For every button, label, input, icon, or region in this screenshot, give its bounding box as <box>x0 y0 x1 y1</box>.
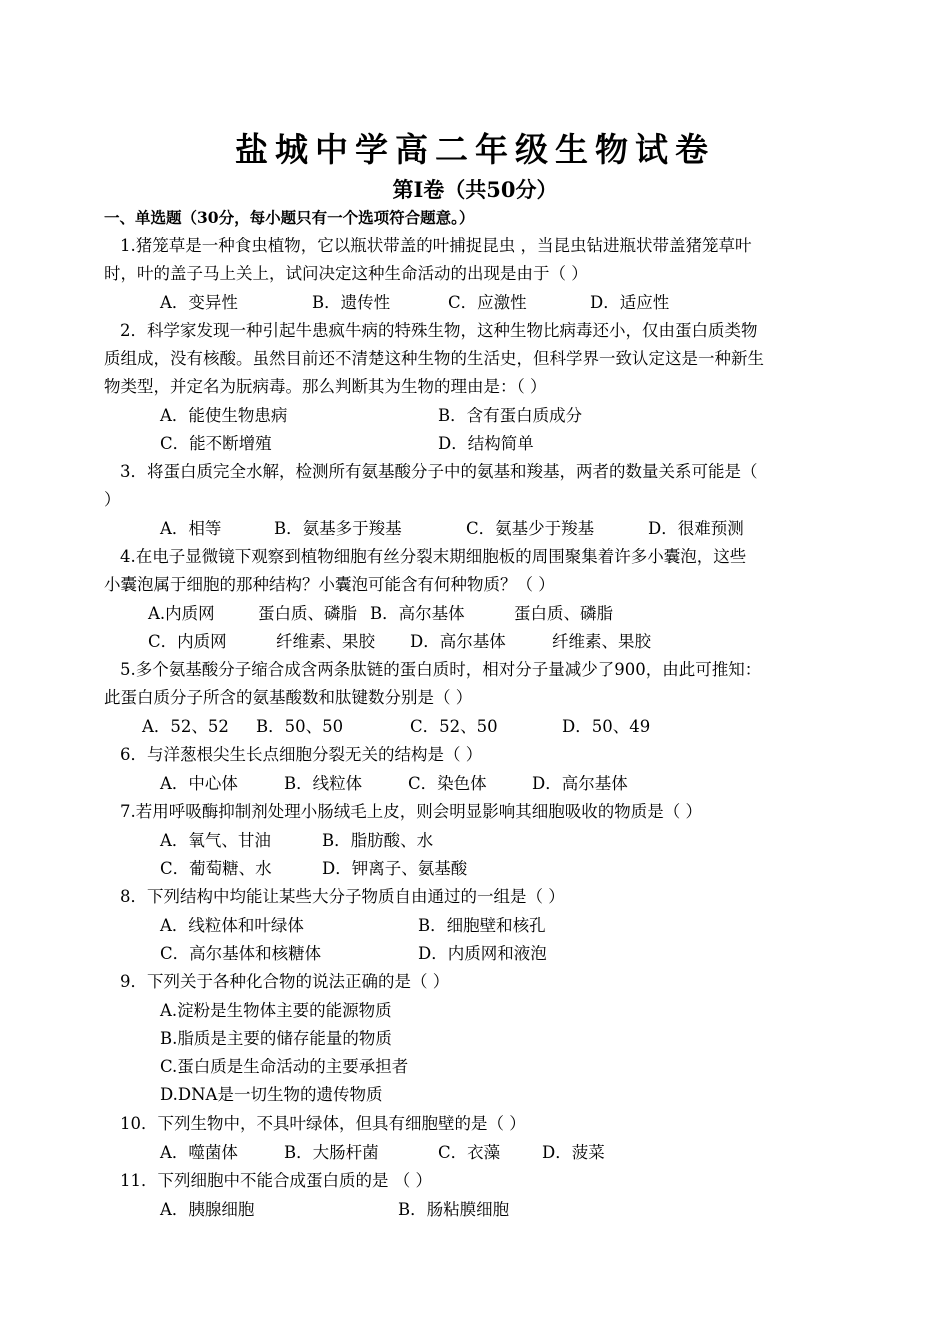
question-4-option-c: C．内质网 <box>148 632 227 651</box>
question-8-option-a: A．线粒体和叶绿体 <box>160 916 304 935</box>
question-11-option-b: B．肠粘膜细胞 <box>398 1200 510 1219</box>
question-9-option-d: D.DNA是一切生物的遗传物质 <box>160 1085 383 1104</box>
question-4-option-a: A.内质网 <box>148 604 215 623</box>
exam-title: 盐城中学高二年级生物试卷 <box>235 130 715 169</box>
question-5-stem-line-2: 此蛋白质分子所含的氨基酸数和肽键数分别是（ ） <box>104 688 473 707</box>
question-1-option-d: D．适应性 <box>590 293 670 312</box>
question-4-option-c-content: 纤维素、果胶 <box>276 632 375 651</box>
question-6-option-c: C．染色体 <box>408 774 487 793</box>
question-4-stem-line-2: 小囊泡属于细胞的那种结构？小囊泡可能含有何种物质？（ ） <box>104 575 555 594</box>
question-10-stem: 10．下列生物中，不具叶绿体，但具有细胞壁的是（ ） <box>120 1114 526 1133</box>
question-8-option-c: C．高尔基体和核糖体 <box>160 944 322 963</box>
question-7-stem: 7.若用呼吸酶抑制剂处理小肠绒毛上皮，则会明显影响其细胞吸收的物质是（ ） <box>120 802 702 821</box>
question-5-option-b: B．50、50 <box>256 717 344 736</box>
question-2-stem-line-3: 物类型，并定名为朊病毒。那么判断其为生物的理由是：（ ） <box>104 377 547 396</box>
question-4-option-b: B．高尔基体 <box>370 604 465 623</box>
question-8-option-b: B．细胞壁和核孔 <box>418 916 546 935</box>
question-9-stem: 9．下列关于各种化合物的说法正确的是（ ） <box>120 972 450 991</box>
question-10-option-d: D．菠菜 <box>542 1143 605 1162</box>
question-5-option-c: C．52、50 <box>410 717 498 736</box>
question-3-option-b: B．氨基多于羧基 <box>274 519 402 538</box>
question-3-stem-line-1: 3．将蛋白质完全水解，检测所有氨基酸分子中的氨基和羧基，两者的数量关系可能是（ <box>120 462 758 481</box>
question-5-option-d: D．50、49 <box>562 717 651 736</box>
question-11-option-a: A．胰腺细胞 <box>160 1200 255 1219</box>
question-2-option-b: B．含有蛋白质成分 <box>438 406 583 425</box>
question-2-stem-line-2: 质组成，没有核酸。虽然目前还不清楚这种生物的生活史，但科学界一致认定这是一种新生 <box>104 349 764 368</box>
question-4-option-a-content: 蛋白质、磷脂 <box>258 604 357 623</box>
question-2-option-d: D．结构简单 <box>438 434 534 453</box>
question-2-option-a: A．能使生物患病 <box>160 406 288 425</box>
question-10-option-c: C．衣藻 <box>438 1143 501 1162</box>
question-4-option-b-content: 蛋白质、磷脂 <box>514 604 613 623</box>
question-6-option-d: D．高尔基体 <box>532 774 628 793</box>
question-3-stem-line-2: ） <box>104 490 121 509</box>
question-9-option-b: B.脂质是主要的储存能量的物质 <box>160 1029 392 1048</box>
question-7-option-a: A．氧气、甘油 <box>160 831 271 850</box>
question-10-option-a: A．噬菌体 <box>160 1143 238 1162</box>
question-4-option-d: D．高尔基体 <box>410 632 506 651</box>
question-4-stem-line-1: 4.在电子显微镜下观察到植物细胞有丝分裂末期细胞板的周围聚集着许多小囊泡，这些 <box>120 547 747 566</box>
question-1-stem-line-2: 时，叶的盖子马上关上，试问决定这种生命活动的出现是由于（ ） <box>104 264 588 283</box>
question-6-option-b: B．线粒体 <box>284 774 363 793</box>
question-5-stem-line-1: 5.多个氨基酸分子缩合成含两条肽链的蛋白质时，相对分子量减少了900，由此可推知： <box>120 660 762 679</box>
question-8-option-d: D．内质网和液泡 <box>418 944 547 963</box>
question-2-option-c: C．能不断增殖 <box>160 434 272 453</box>
question-1-stem-line-1: 1.猪笼草是一种食虫植物，它以瓶状带盖的叶捕捉昆虫 ，当昆虫钻进瓶状带盖猪笼草叶 <box>120 236 752 255</box>
question-10-option-b: B．大肠杆菌 <box>284 1143 379 1162</box>
part-subtitle: 第Ⅰ卷（共50分） <box>392 177 558 202</box>
question-1-option-b: B．遗传性 <box>312 293 391 312</box>
question-3-option-a: A．相等 <box>160 519 222 538</box>
question-6-option-a: A．中心体 <box>160 774 238 793</box>
question-1-option-c: C．应激性 <box>448 293 527 312</box>
section-heading: 一、单选题（30分，每小题只有一个选项符合题意。） <box>104 208 475 227</box>
question-3-option-c: C．氨基少于羧基 <box>466 519 595 538</box>
question-4-option-d-content: 纤维素、果胶 <box>552 632 651 651</box>
question-5-option-a: A．52、52 <box>142 717 229 736</box>
question-7-option-c: C．葡萄糖、水 <box>160 859 272 878</box>
question-7-option-b: B．脂肪酸、水 <box>322 831 434 850</box>
question-7-option-d: D．钾离子、氨基酸 <box>322 859 468 878</box>
question-9-option-c: C.蛋白质是生命活动的主要承担者 <box>160 1057 409 1076</box>
question-2-stem-line-1: 2．科学家发现一种引起牛患疯牛病的特殊生物，这种生物比病毒还小，仅由蛋白质类物 <box>120 321 758 340</box>
question-11-stem: 11．下列细胞中不能合成蛋白质的是 （ ） <box>120 1171 432 1190</box>
question-3-option-d: D．很难预测 <box>648 519 744 538</box>
question-1-option-a: A．变异性 <box>160 293 238 312</box>
question-9-option-a: A.淀粉是生物体主要的能源物质 <box>160 1001 392 1020</box>
question-8-stem: 8．下列结构中均能让某些大分子物质自由通过的一组是（ ） <box>120 887 565 906</box>
question-6-stem: 6．与洋葱根尖生长点细胞分裂无关的结构是（ ） <box>120 745 483 764</box>
